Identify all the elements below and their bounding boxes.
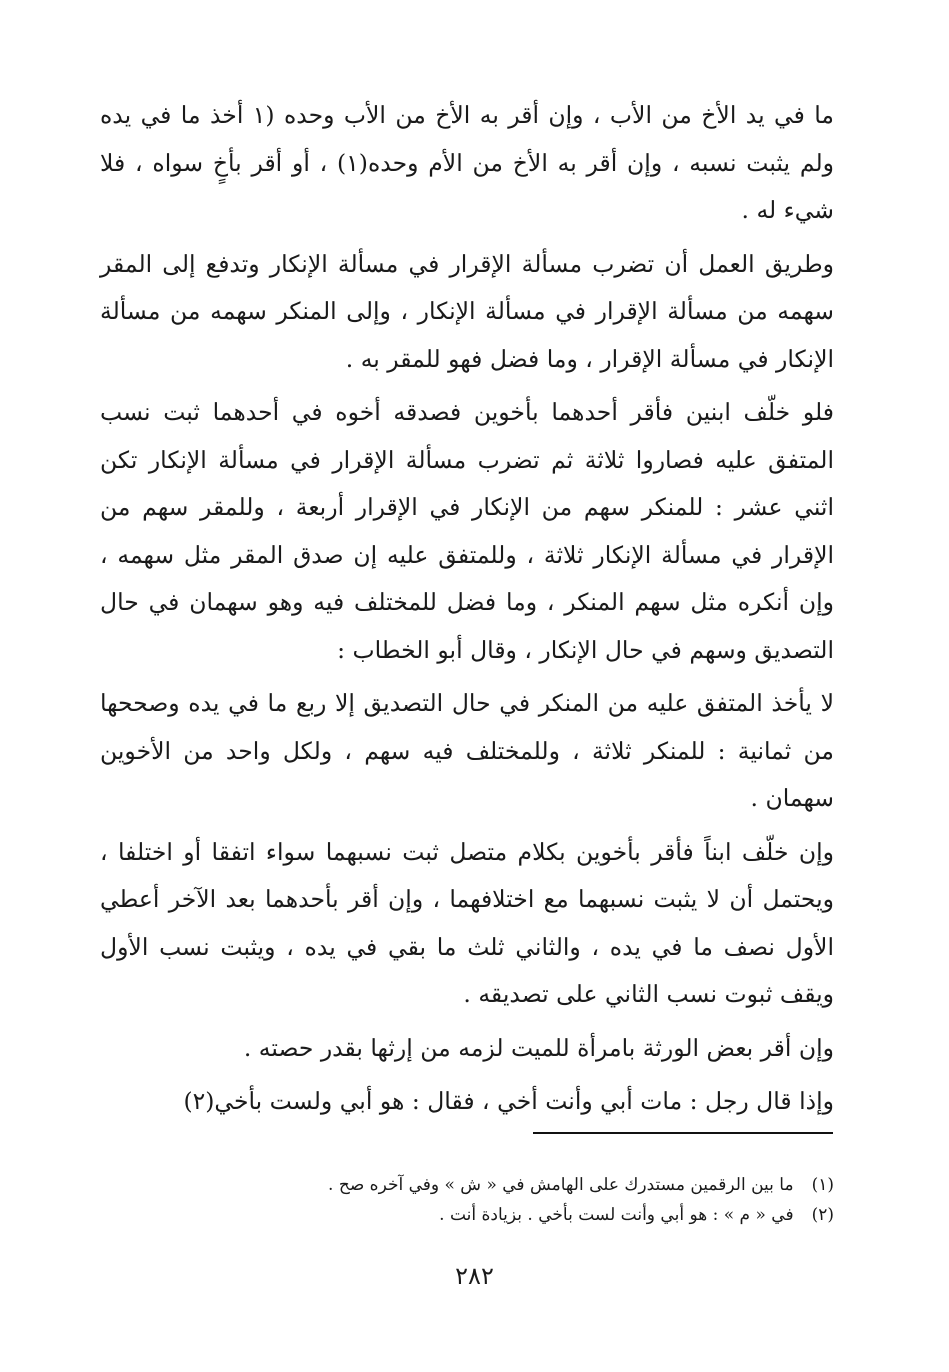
page-number: ٢٨٢ bbox=[455, 1262, 494, 1290]
paragraph-2: وطريق العمل أن تضرب مسألة الإقرار في مسألة الإنكار وتدفع إلى المقر سهمه من مسألة الإقرار في مسألة الإنكار ، وإلى المنكر سهمه من مسألة الإنكار في مسألة الإقرار ، وما فضل فهو للمقر به . bbox=[100, 249, 834, 373]
footnote-text: في « م » : هو أبي وأنت لست بأخي . بزيادة أنت . bbox=[439, 1205, 794, 1225]
paragraph-3: فلو خلّف ابنين فأقر أحدهما بأخوين فصدقه أخوه في أحدهما ثبت نسب المتفق عليه فصاروا ثلاثة ثم تضرب مسألة الإقرار في مسألة الإنكار تكن اثني عشر : للمنكر سهم من الإنكار في الإقرار أربعة ، وللمقر سهم من الإقرار في مسألة الإنكار ثلاثة ، وللمتفق عليه إن صدق المقر مثل سهمه ، وإن أنكره مثل سهم المنكر ، وما فضل للمختلف فيه وهو سهمان في حال التصديق وسهم في حال الإنكار ، وقال أبو الخطاب : bbox=[100, 398, 834, 664]
paragraph-4: لا يأخذ المتفق عليه من المنكر في حال التصديق إلا ربع ما في يده وصححها من ثمانية : للمنكر ثلاثة ، وللمختلف فيه سهم ، ولكل واحد من الأخوين سهمان . bbox=[100, 689, 834, 812]
footnote-divider bbox=[533, 1132, 833, 1134]
main-text bbox=[100, 92, 834, 1132]
footnotes bbox=[100, 1170, 834, 1230]
footnote-number: (٢) bbox=[811, 1205, 834, 1225]
paragraph-7: وإذا قال رجل : مات أبي وأنت أخي ، فقال : هو أبي ولست بأخي(٢) bbox=[183, 1087, 834, 1115]
paragraph-1: ما في يد الأخ من الأب ، وإن أقر به الأخ من الأب وحده (١ أخذ ما في يده ولم يثبت نسبه ، وإن أقر به الأخ من الأم وحده(١) ، أو أقر بأخٍ سواه ، فلا شيء له . bbox=[100, 101, 834, 224]
footnote-2 bbox=[100, 1200, 834, 1230]
paragraph-6: وإن أقر بعض الورثة بامرأة للميت لزمه من إرثها بقدر حصته . bbox=[243, 1033, 834, 1062]
paragraph-5: وإن خلّف ابناً فأقر بأخوين بكلام متصل ثبت نسبهما سواء اتفقا أو اختلفا ، ويحتمل أن لا يثبت نسبهما مع اختلافهما ، وإن أقر بأحدهما بعد الآخر أعطي الأول نصف ما في يده ، والثاني ثلث ما بقي في يده ، ويثبت نسب الأول ويقف ثبوت نسب الثاني على تصديقه . bbox=[100, 837, 834, 1008]
footnote-1 bbox=[100, 1170, 834, 1200]
footnote-number: (١) bbox=[811, 1175, 834, 1195]
footnote-text: ما بين الرقمين مستدرك على الهامش في « ش » وفي آخره صح . bbox=[328, 1175, 794, 1195]
